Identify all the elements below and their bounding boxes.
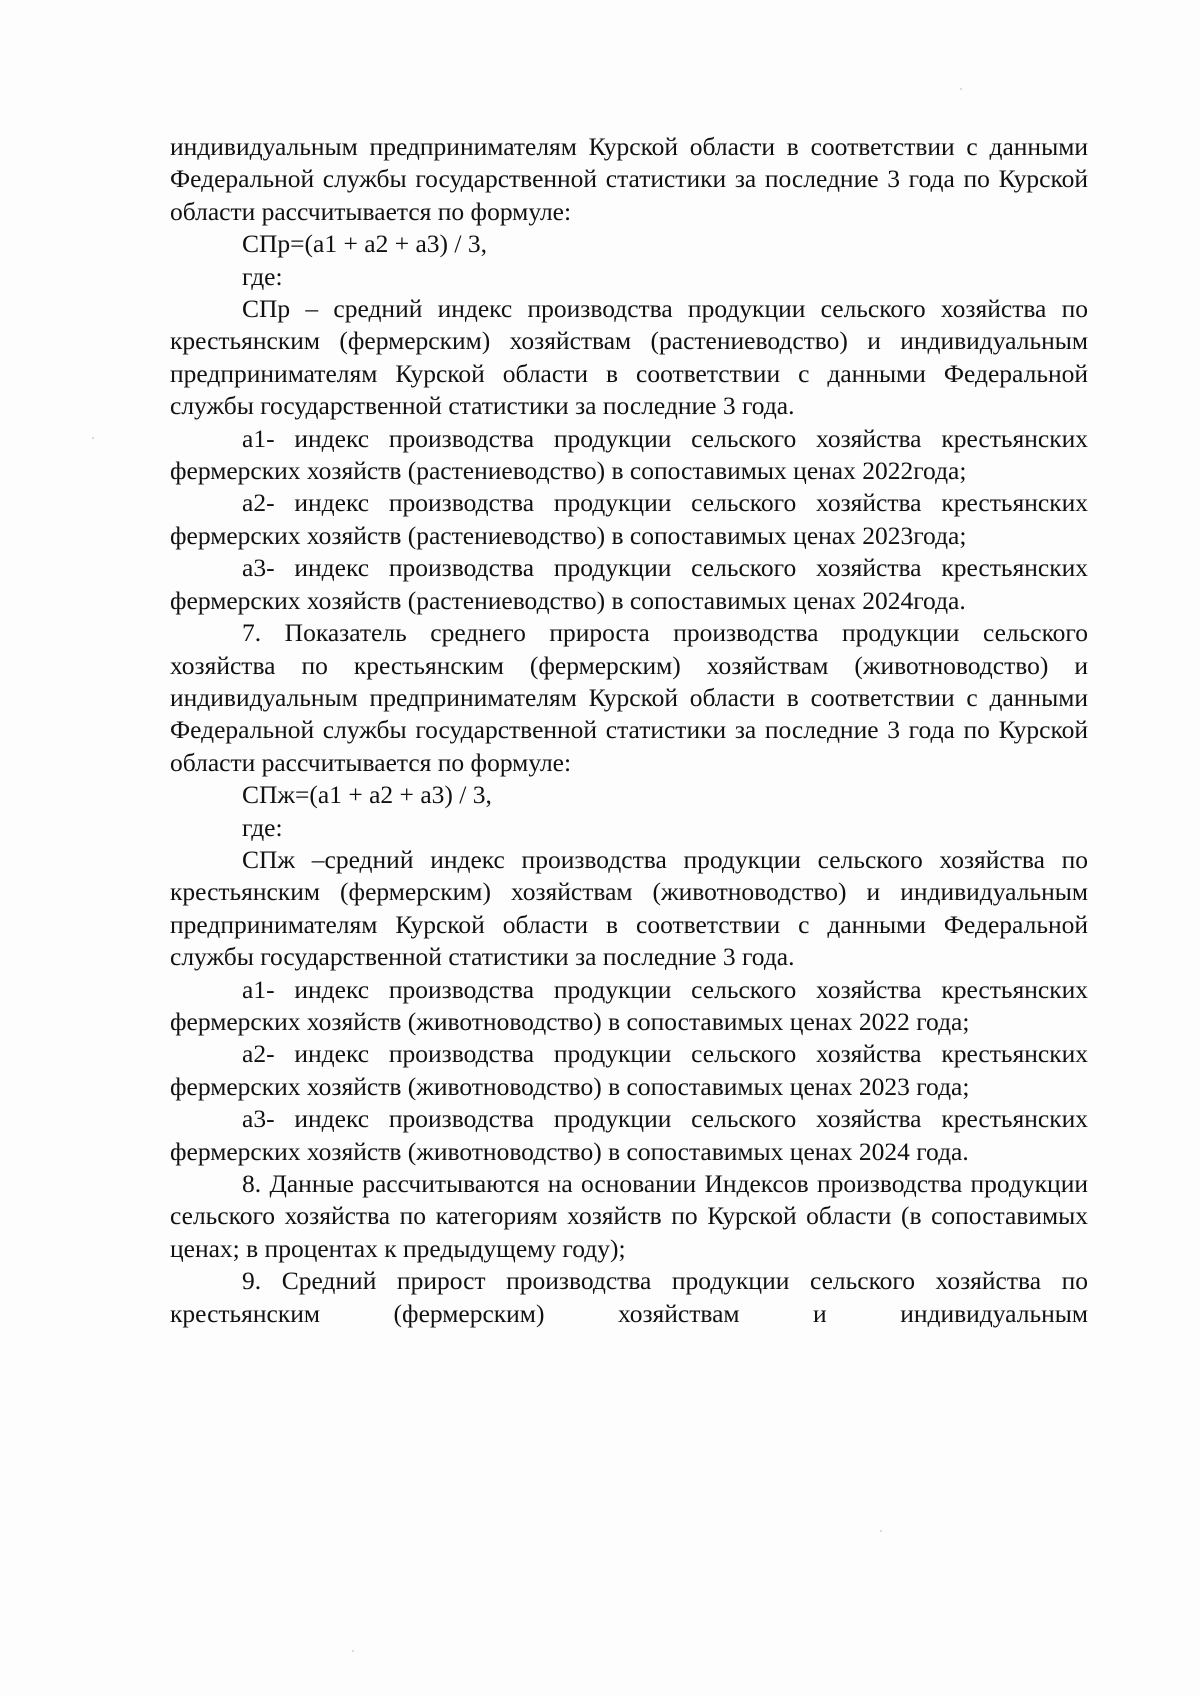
scan-speck (880, 1530, 882, 1532)
scan-speck (960, 88, 962, 90)
paragraph-continuation: индивидуальным предпринимателям Курской области в соответствии с данными Федеральной службы государственной статистики за последние 3 года по Курской области рассчитывается по формуле: (170, 132, 1088, 226)
definition-a1-crop: а1- индекс производства продукции сельского хозяйства крестьянских фермерских хозяйств (растениеводство) в сопоставимых ценах 2022года; (170, 423, 1088, 486)
definition-a2-livestock: а2- индекс производства продукции сельского хозяйства крестьянских фермерских хозяйств (животноводство) в сопоставимых ценах 2023 года; (170, 1039, 1088, 1101)
definition-a2-crop: а2- индекс производства продукции сельского хозяйства крестьянских фермерских хозяйств (растениеводство) в сопоставимых ценах 2023года; (170, 488, 1088, 550)
paragraph-8: 8. Данные рассчитываются на основании Индексов производства продукции сельского хозяйства по категориям хозяйств по Курской области (в сопоставимых ценах; в процентах к предыдущему году); (170, 1169, 1088, 1263)
scan-speck (92, 437, 94, 439)
formula-spzh: СПж=(а1 + а2 + а3) / 3, (242, 780, 492, 810)
where-label: где: (242, 261, 283, 291)
paragraph-7: 7. Показатель среднего прироста производства продукции сельского хозяйства по крестьянским (фермерским) хозяйствам (животноводство) и индивидуальным предпринимателям Курской области в соответствии с данными Федеральной службы государственной статистики за последние 3 года по Курской области рассчитывается по формуле: (170, 618, 1088, 777)
definition-a3-livestock: а3- индекс производства продукции сельского хозяйства крестьянских фермерских хозяйств (животноводство) в сопоставимых ценах 2024 года. (170, 1104, 1088, 1166)
definition-a1-livestock: а1- индекс производства продукции сельского хозяйства крестьянских фермерских хозяйств (животноводство) в сопоставимых ценах 2022 года; (170, 974, 1088, 1036)
definition-spzh: СПж –средний индекс производства продукции сельского хозяйства по крестьянским (фермерским) хозяйствам (животноводство) и индивидуальным предпринимателям Курской области в соответствии с данными Федеральной службы государственной статистики за последние 3 года. (170, 844, 1088, 972)
scan-speck (352, 1650, 354, 1652)
definition-spr: СПр – средний индекс производства продукции сельского хозяйства по крестьянским (фермерским) хозяйствам (растениеводство) и индивидуальным предпринимателям Курской области в соответствии с данными Федеральной службы государственной статистики за последние 3 года. (170, 294, 1088, 421)
paragraph-9: 9. Средний прирост производства продукции сельского хозяйства по крестьянским (фермерским) хозяйствам и индивидуальным (170, 1266, 1088, 1328)
formula-spr: СПр=(а1 + а2 + а3) / 3, (242, 229, 487, 259)
definition-a3-crop: а3- индекс производства продукции сельского хозяйства крестьянских фермерских хозяйств (растениеводство) в сопоставимых ценах 2024года. (170, 553, 1088, 615)
where-label: где: (242, 812, 283, 842)
document-body (170, 131, 1088, 1330)
